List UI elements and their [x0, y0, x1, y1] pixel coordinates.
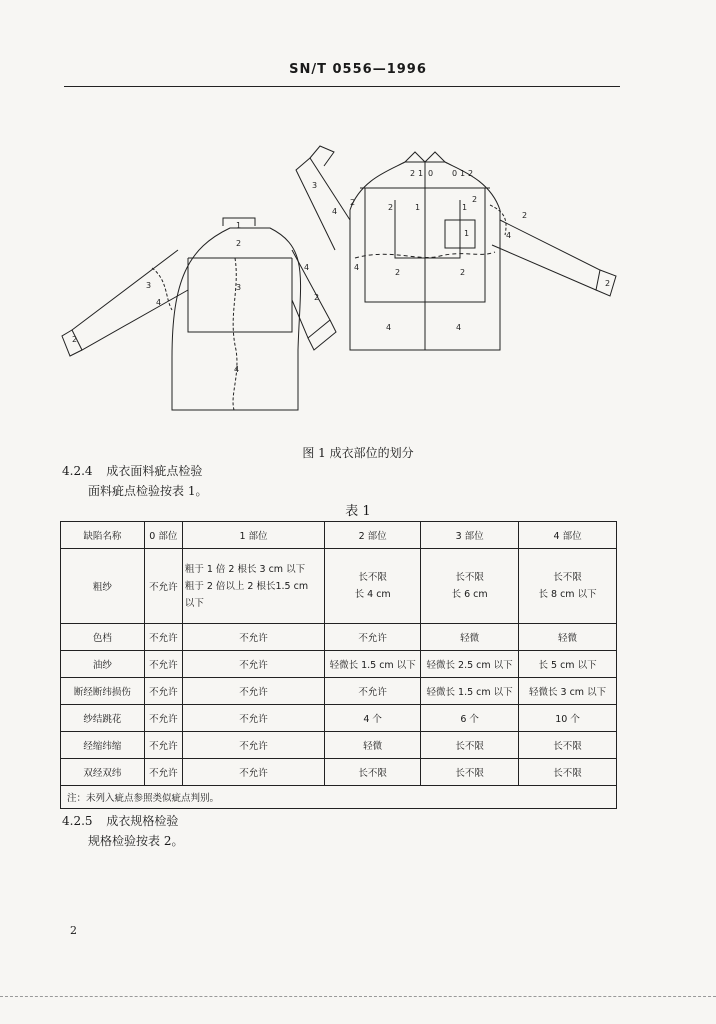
section-title: 成衣规格检验	[106, 814, 179, 828]
page-number: 2	[70, 924, 77, 937]
table-cell: 轻微长 1.5 cm 以下	[421, 678, 519, 705]
table-cell: 长不限	[519, 759, 617, 786]
svg-text:4: 4	[456, 323, 462, 332]
shirt-back-drawing	[62, 218, 336, 410]
svg-text:2: 2	[314, 293, 320, 302]
table-cell: 经缩纬缩	[61, 732, 145, 759]
svg-text:1: 1	[418, 169, 424, 178]
table-cell: 纱结跳花	[61, 705, 145, 732]
svg-text:0: 0	[428, 169, 434, 178]
svg-text:4: 4	[332, 207, 338, 216]
svg-text:2: 2	[605, 279, 611, 288]
svg-text:4: 4	[234, 365, 240, 374]
table-cell: 长 5 cm 以下	[519, 651, 617, 678]
defect-inspection-table	[60, 521, 617, 809]
table-row	[61, 705, 617, 732]
table-cell: 不允许	[144, 678, 182, 705]
svg-text:4: 4	[386, 323, 392, 332]
svg-text:4: 4	[354, 263, 360, 272]
header-defect-name: 缺陷名称	[61, 522, 145, 549]
header-part-4: 4 部位	[519, 522, 617, 549]
table-cell: 不允许	[144, 759, 182, 786]
table-cell: 轻微长 1.5 cm 以下	[325, 651, 421, 678]
table-cell: 6 个	[421, 705, 519, 732]
table-cell: 长不限	[421, 732, 519, 759]
table-row	[61, 549, 617, 624]
table-cell: 10 个	[519, 705, 617, 732]
table-title: 表 1	[345, 504, 371, 519]
table-cell: 轻微长 3 cm 以下	[519, 678, 617, 705]
header-rule	[64, 86, 620, 87]
svg-text:1: 1	[236, 221, 242, 230]
svg-text:2: 2	[522, 211, 528, 220]
table-row	[61, 678, 617, 705]
table-cell: 长不限	[519, 732, 617, 759]
table-cell: 粗于 1 倍 2 根长 3 cm 以下 粗于 2 倍以上 2 根长1.5 cm 以下	[182, 549, 324, 624]
table-row	[61, 732, 617, 759]
header-part-0: 0 部位	[144, 522, 182, 549]
table-note-row	[61, 786, 617, 809]
table-cell: 色档	[61, 624, 145, 651]
svg-text:2: 2	[468, 169, 474, 178]
table-cell: 断经断纬损伤	[61, 678, 145, 705]
table-cell: 不允许	[144, 705, 182, 732]
table-cell: 油纱	[61, 651, 145, 678]
table-cell: 长不限 长 8 cm 以下	[519, 549, 617, 624]
section-4-2-5-heading	[62, 812, 178, 829]
table-cell: 轻微	[519, 624, 617, 651]
table-cell: 不允许	[144, 732, 182, 759]
svg-text:0: 0	[452, 169, 458, 178]
table-cell: 4 个	[325, 705, 421, 732]
svg-text:3: 3	[236, 283, 242, 292]
table-cell: 不允许	[182, 705, 324, 732]
svg-text:2: 2	[460, 268, 466, 277]
footer-rule	[0, 996, 716, 997]
table-cell: 不允许	[325, 678, 421, 705]
section-number: 4.2.5	[62, 814, 93, 828]
table-cell: 不允许	[182, 678, 324, 705]
svg-text:2: 2	[388, 203, 394, 212]
table-row	[61, 651, 617, 678]
svg-text:2: 2	[472, 195, 478, 204]
table-row	[61, 759, 617, 786]
svg-text:3: 3	[146, 281, 152, 290]
table-cell: 不允许	[144, 549, 182, 624]
standard-number-header: SN/T 0556—1996	[289, 62, 427, 77]
part-number-labels	[72, 169, 610, 374]
section-4-2-4-heading	[62, 462, 202, 479]
svg-text:2: 2	[410, 169, 416, 178]
header-part-3: 3 部位	[421, 522, 519, 549]
svg-text:1: 1	[415, 203, 421, 212]
svg-text:4: 4	[156, 298, 162, 307]
table-cell: 不允许	[325, 624, 421, 651]
table-cell: 轻微	[421, 624, 519, 651]
table-header-row	[61, 522, 617, 549]
svg-text:2: 2	[236, 239, 242, 248]
table-cell: 不允许	[182, 732, 324, 759]
svg-text:1: 1	[462, 203, 468, 212]
section-4-2-5-body: 规格检验按表 2。	[88, 834, 184, 848]
table-cell: 不允许	[182, 759, 324, 786]
table-row	[61, 624, 617, 651]
section-4-2-4-body: 面料疵点检验按表 1。	[88, 484, 208, 498]
svg-text:2: 2	[72, 335, 78, 344]
table-cell: 不允许	[144, 651, 182, 678]
table-cell: 不允许	[182, 624, 324, 651]
section-number: 4.2.4	[62, 464, 93, 478]
shirt-parts-figure	[60, 140, 640, 430]
svg-text:2: 2	[395, 268, 401, 277]
table-cell: 长不限	[325, 759, 421, 786]
table-cell: 长不限 长 4 cm	[325, 549, 421, 624]
table-cell: 粗纱	[61, 549, 145, 624]
header-part-2: 2 部位	[325, 522, 421, 549]
section-title: 成衣面料疵点检验	[106, 464, 203, 478]
table-cell: 轻微	[325, 732, 421, 759]
table-cell: 长不限	[421, 759, 519, 786]
svg-text:1: 1	[460, 169, 466, 178]
svg-text:3: 3	[312, 181, 318, 190]
table-note: 注：未列入疵点参照类似疵点判别。	[61, 786, 617, 809]
svg-text:2: 2	[350, 198, 356, 207]
table-cell: 轻微长 2.5 cm 以下	[421, 651, 519, 678]
svg-text:4: 4	[506, 231, 512, 240]
figure-caption: 图 1 成衣部位的划分	[302, 446, 414, 460]
svg-text:4: 4	[304, 263, 310, 272]
table-cell: 不允许	[182, 651, 324, 678]
svg-text:1: 1	[464, 229, 470, 238]
table-cell: 长不限 长 6 cm	[421, 549, 519, 624]
table-cell: 双经双纬	[61, 759, 145, 786]
table-cell: 不允许	[144, 624, 182, 651]
header-part-1: 1 部位	[182, 522, 324, 549]
